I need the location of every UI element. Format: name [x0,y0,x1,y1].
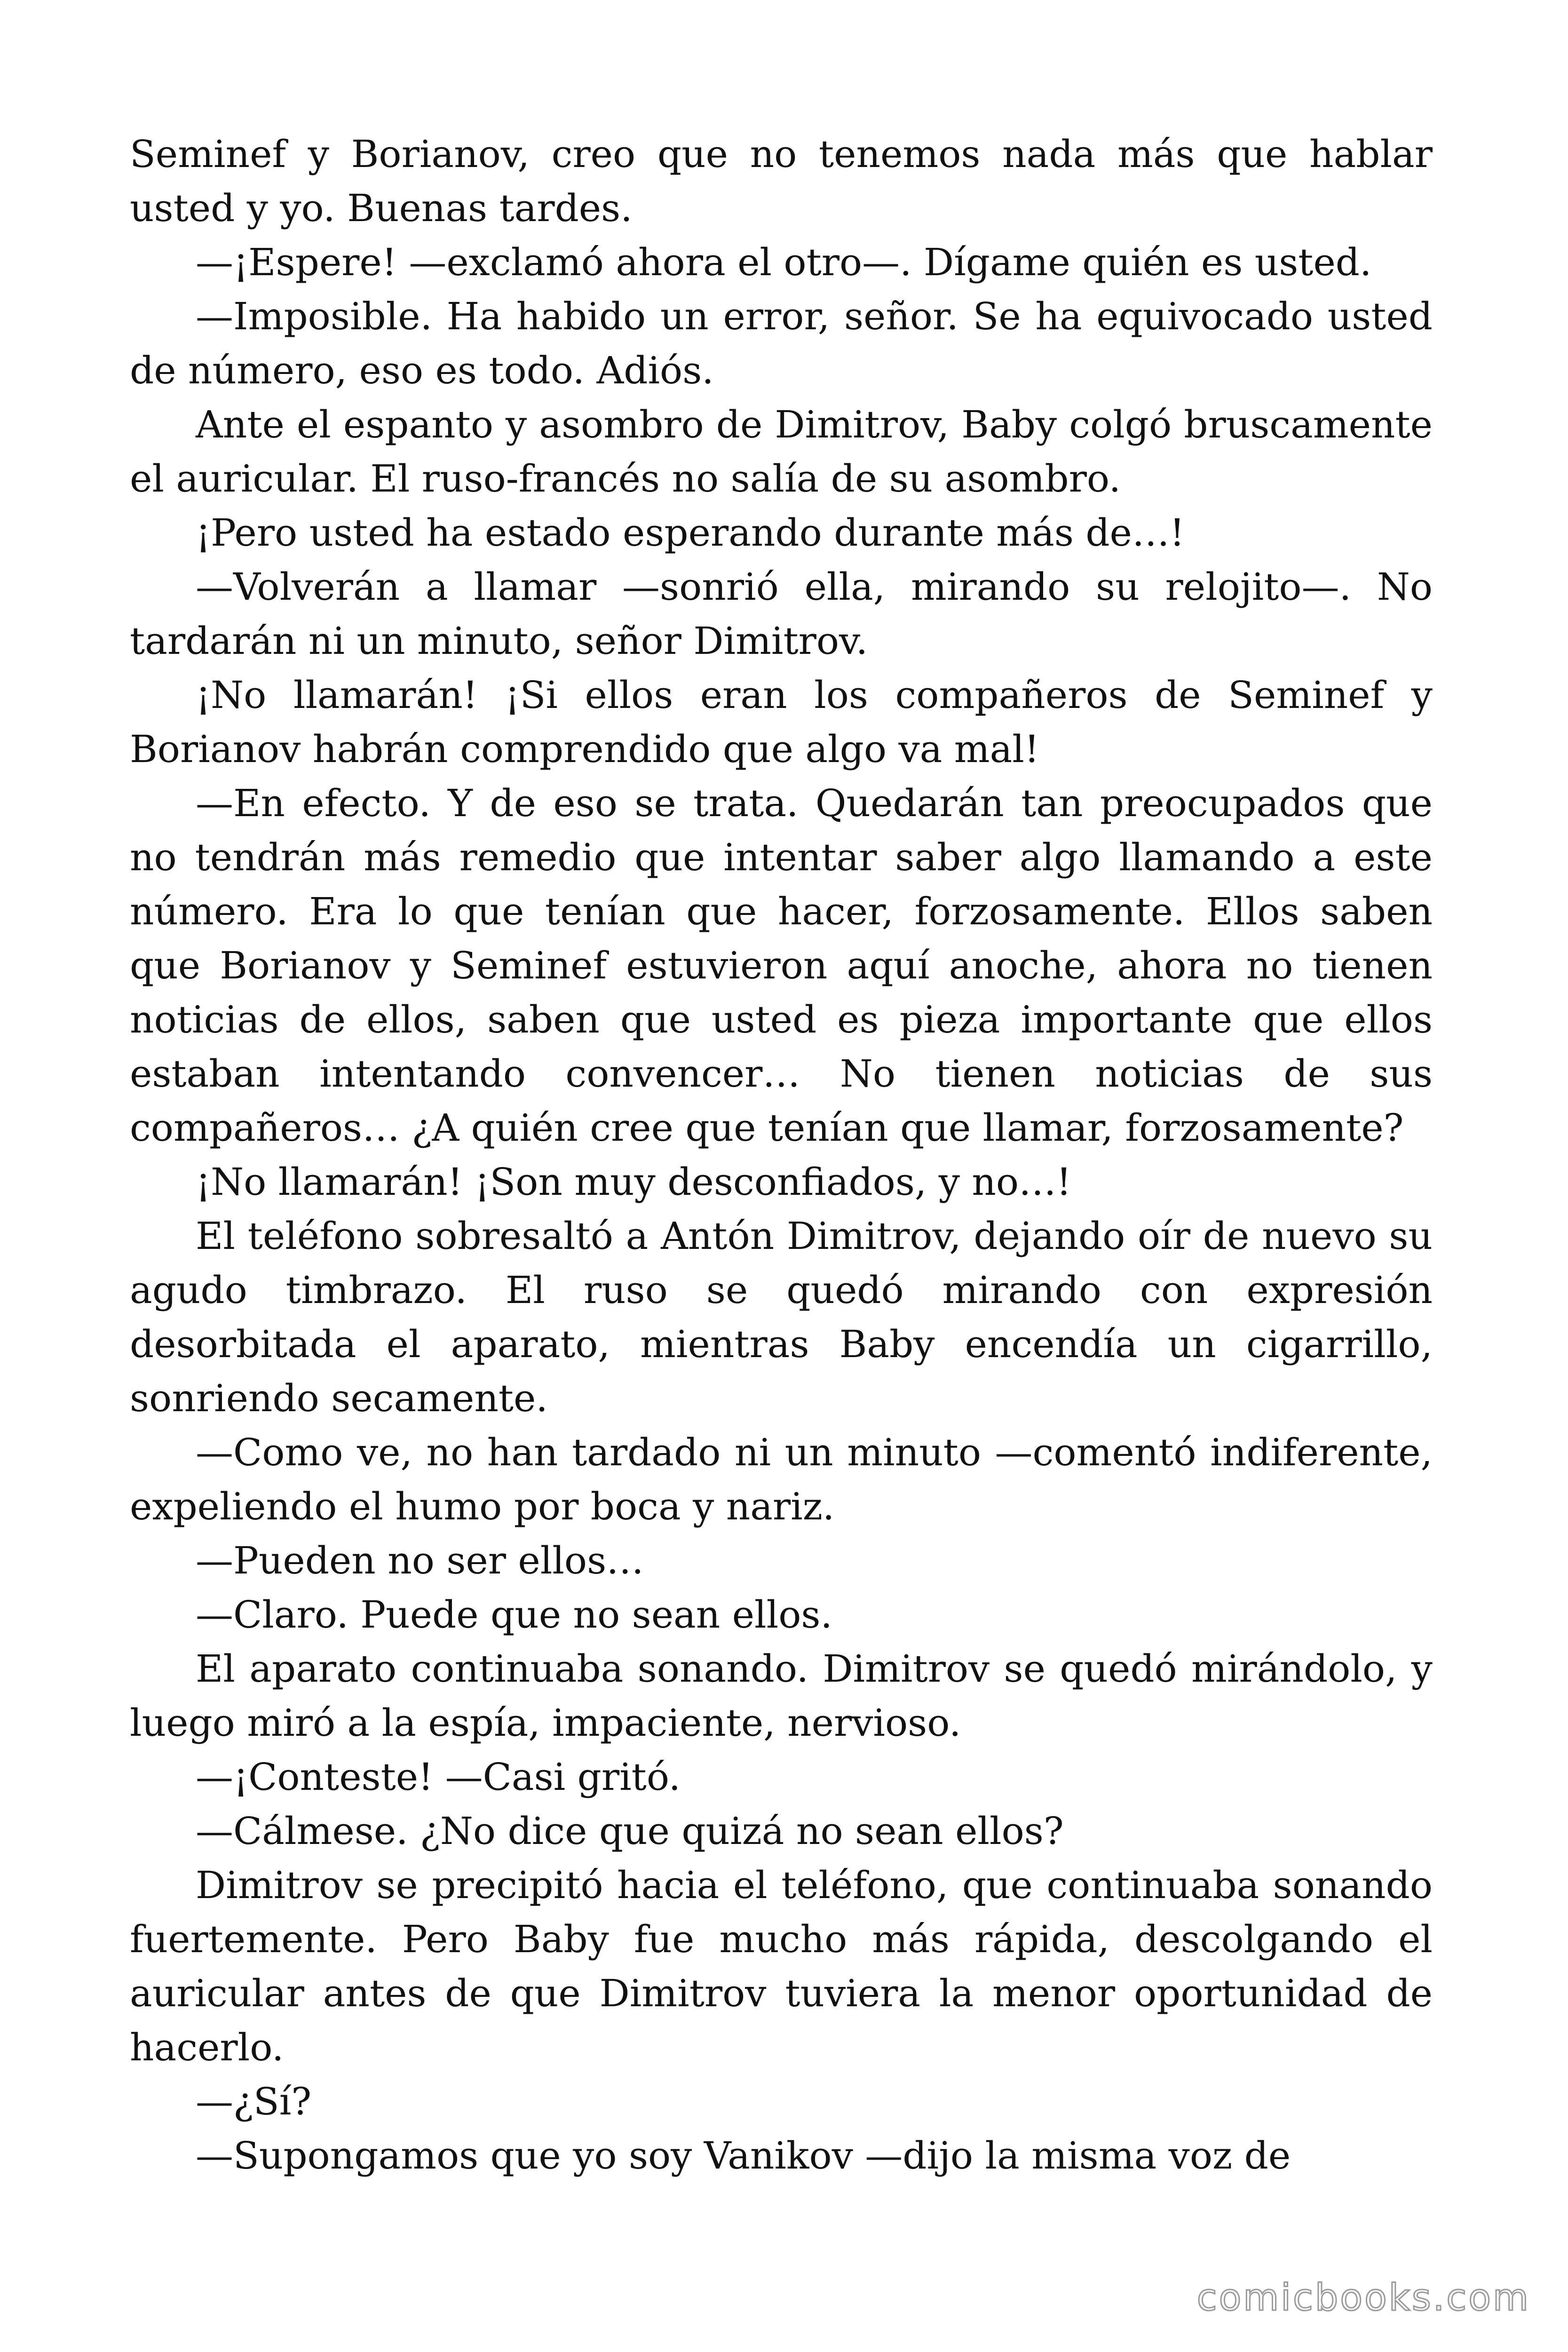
paragraph: —Como ve, no han tardado ni un minuto —comentó indiferente, expeliendo el humo por boca y nariz. [130,1430,1433,1528]
paragraph: Ante el espanto y asombro de Dimitrov, Baby colgó bruscamente el auricular. El ruso-francés no salía de su asombro. [130,403,1433,501]
paragraph: ¡No llamarán! ¡Si ellos eran los compañeros de Seminef y Borianov habrán comprendido que algo va mal! [130,673,1433,771]
paragraph: Dimitrov se precipitó hacia el teléfono, que continuaba sonando fuertemente. Pero Baby fue mucho más rápida, descolgando el auricular antes de que Dimitrov tuviera la menor oportunidad de hacerlo. [130,1863,1433,2069]
paragraph: —En efecto. Y de eso se trata. Quedarán tan preocupados que no tendrán más remedio que intentar saber algo llamando a este número. Era lo que tenían que hacer, forzosamente. Ellos saben que Borianov y Seminef estuvieron aquí anoche, ahora no tienen noticias de ellos, saben que usted es pieza importante que ellos estaban intentando convencer… No tienen noticias de sus compañeros… ¿A quién cree que tenían que llamar, forzosamente? [130,781,1433,1150]
site-watermark: comicbooks.com [1196,2277,1530,2319]
paragraph: ¡No llamarán! ¡Son muy desconfiados, y no…! [196,1160,1072,1204]
paragraph: El aparato continuaba sonando. Dimitrov se quedó mirándolo, y luego miró a la espía, impaciente, nervioso. [130,1647,1433,1745]
paragraph: —Pueden no ser ellos… [196,1539,644,1582]
paragraph: —Claro. Puede que no sean ellos. [196,1593,832,1637]
paragraph: —¡Conteste! —Casi gritó. [196,1755,681,1799]
paragraph: —Volverán a llamar —sonrió ella, mirando su relojito—. No tardarán ni un minuto, señor Dimitrov. [130,565,1433,663]
paragraph: El teléfono sobresaltó a Antón Dimitrov, dejando oír de nuevo su agudo timbrazo. El ruso se quedó mirando con expresión desorbitada el aparato, mientras Baby encendía un cigarrillo, sonriendo secamente. [130,1214,1433,1420]
paragraph: —Imposible. Ha habido un error, señor. Se ha equivocado usted de número, eso es todo. Adiós. [130,294,1433,392]
page-text [130,127,1433,2183]
paragraph: —¿Sí? [196,2080,312,2123]
paragraph: —¡Espere! —exclamó ahora el otro—. Dígame quién es usted. [196,240,1372,284]
paragraph: —Supongamos que yo soy Vanikov —dijo la misma voz de [196,2134,1291,2177]
paragraph: —Cálmese. ¿No dice que quizá no sean ellos? [196,1809,1064,1853]
paragraph: Seminef y Borianov, creo que no tenemos nada más que hablar usted y yo. Buenas tardes. [130,132,1433,230]
paragraph: ¡Pero usted ha estado esperando durante más de…! [196,511,1185,555]
